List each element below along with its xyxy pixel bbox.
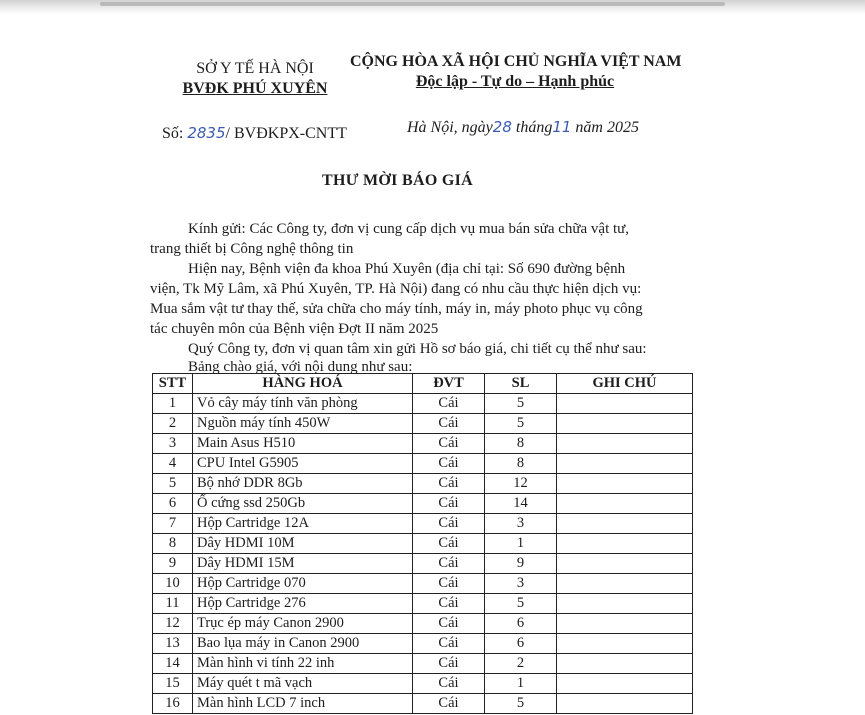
cell-quantity: 6 [485, 614, 557, 634]
date-year: năm 2025 [571, 119, 639, 136]
table-row [153, 674, 693, 694]
date-month-label: tháng [511, 119, 553, 136]
cell-note [557, 414, 693, 434]
cell-stt: 7 [153, 514, 193, 534]
header-unit: ĐVT [413, 374, 485, 394]
header-quantity: SL [485, 374, 557, 394]
table-header-row [153, 374, 693, 394]
cell-stt: 12 [153, 614, 193, 634]
cell-unit: Cái [413, 574, 485, 594]
cell-goods: Trục ép máy Canon 2900 [193, 614, 413, 634]
cell-goods: Main Asus H510 [193, 434, 413, 454]
org-name-line1: SỞ Y TẾ HÀ NỘI [196, 60, 314, 77]
cell-quantity: 5 [485, 594, 557, 614]
national-title: CỘNG HÒA XÃ HỘI CHỦ NGHĨA VIỆT NAM [350, 53, 682, 70]
cell-unit: Cái [413, 674, 485, 694]
cell-note [557, 394, 693, 414]
request-paragraph: Quý Công ty, đơn vị quan tâm xin gửi Hồ sơ báo giá, chi tiết cụ thể như sau: [188, 341, 647, 357]
cell-stt: 6 [153, 494, 193, 514]
cell-quantity: 5 [485, 394, 557, 414]
document-date [407, 118, 639, 137]
table-row [153, 594, 693, 614]
scan-shadow [0, 0, 865, 14]
number-handwritten: 2835 [187, 124, 226, 142]
cell-quantity: 6 [485, 634, 557, 654]
cell-quantity: 2 [485, 654, 557, 674]
cell-goods: CPU Intel G5905 [193, 454, 413, 474]
table-row [153, 494, 693, 514]
cell-goods: Hộp Cartridge 12A [193, 514, 413, 534]
table-row [153, 634, 693, 654]
number-suffix: / BVĐKPX-CNTT [225, 125, 347, 142]
cell-note [557, 474, 693, 494]
goods-table [152, 373, 693, 714]
cell-unit: Cái [413, 594, 485, 614]
cell-unit: Cái [413, 654, 485, 674]
cell-goods: Bao lụa máy in Canon 2900 [193, 634, 413, 654]
cell-unit: Cái [413, 474, 485, 494]
table-row [153, 694, 693, 714]
cell-goods: Màn hình vi tính 22 inh [193, 654, 413, 674]
cell-quantity: 5 [485, 414, 557, 434]
table-row [153, 534, 693, 554]
cell-unit: Cái [413, 394, 485, 414]
cell-stt: 5 [153, 474, 193, 494]
cell-stt: 1 [153, 394, 193, 414]
date-month: 11 [552, 118, 572, 136]
cell-unit: Cái [413, 514, 485, 534]
cell-quantity: 3 [485, 574, 557, 594]
table-row [153, 614, 693, 634]
cell-quantity: 5 [485, 694, 557, 714]
cell-goods: Dây HDMI 15M [193, 554, 413, 574]
cell-note [557, 594, 693, 614]
cell-quantity: 1 [485, 534, 557, 554]
cell-unit: Cái [413, 434, 485, 454]
table-row [153, 514, 693, 534]
cell-stt: 16 [153, 694, 193, 714]
cell-goods: Hộp Cartridge 070 [193, 574, 413, 594]
cell-quantity: 14 [485, 494, 557, 514]
cell-goods: Máy quét t mã vạch [193, 674, 413, 694]
cell-quantity: 8 [485, 454, 557, 474]
motto-text: Độc lập - Tự do – Hạnh phúc [415, 73, 615, 90]
header-goods: HÀNG HOÁ [193, 374, 413, 394]
cell-stt: 14 [153, 654, 193, 674]
document-number [162, 124, 347, 143]
cell-goods: Hộp Cartridge 276 [193, 594, 413, 614]
cell-note [557, 654, 693, 674]
cell-goods: Ổ cứng ssd 250Gb [193, 494, 413, 514]
cell-stt: 9 [153, 554, 193, 574]
cell-stt: 2 [153, 414, 193, 434]
cell-stt: 8 [153, 534, 193, 554]
cell-note [557, 634, 693, 654]
cell-goods: Dây HDMI 10M [193, 534, 413, 554]
table-row [153, 554, 693, 574]
cell-note [557, 434, 693, 454]
national-motto [350, 73, 680, 91]
cell-note [557, 554, 693, 574]
org-abbrev: BVĐK PHÚ XUYÊN [182, 80, 328, 97]
cell-unit: Cái [413, 634, 485, 654]
cell-stt: 3 [153, 434, 193, 454]
table-body [153, 394, 693, 714]
date-place: Hà Nội, ngày [407, 119, 493, 136]
table-row [153, 474, 693, 494]
cell-note [557, 694, 693, 714]
page-title: THƯ MỜI BÁO GIÁ [321, 172, 474, 189]
cell-quantity: 8 [485, 434, 557, 454]
table-intro: Bảng chào giá, với nội dung như sau: [188, 359, 413, 375]
date-day: 28 [492, 118, 512, 136]
table-row [153, 654, 693, 674]
cell-unit: Cái [413, 414, 485, 434]
cell-unit: Cái [413, 454, 485, 474]
cell-unit: Cái [413, 694, 485, 714]
cell-stt: 15 [153, 674, 193, 694]
intro-paragraph: Hiện nay, Bệnh viện đa khoa Phú Xuyên (địa chỉ tại: Số 690 đường bệnh viện, Tk Mỹ Lâm, xã Phú Xuyên, TP. Hà Nội) đang có nhu cầu thực hiện dịch vụ: Mua sắm vật tư thay thế, sửa chữa cho máy tính, máy in, máy photo phục vụ công tác chuyên môn của Bệnh viện Đợt II năm 2025 [150, 261, 643, 337]
cell-quantity: 12 [485, 474, 557, 494]
table-row [153, 454, 693, 474]
table-row [153, 574, 693, 594]
cell-stt: 13 [153, 634, 193, 654]
cell-unit: Cái [413, 494, 485, 514]
header-note: GHI CHÚ [557, 374, 693, 394]
cell-note [557, 534, 693, 554]
cell-note [557, 574, 693, 594]
cell-note [557, 454, 693, 474]
cell-unit: Cái [413, 614, 485, 634]
cell-quantity: 9 [485, 554, 557, 574]
org-name-line2 [150, 80, 360, 98]
table-row [153, 394, 693, 414]
cell-note [557, 494, 693, 514]
cell-goods: Vỏ cây máy tính văn phòng [193, 394, 413, 414]
cell-note [557, 514, 693, 534]
cell-unit: Cái [413, 554, 485, 574]
cell-quantity: 3 [485, 514, 557, 534]
cell-goods: Nguồn máy tính 450W [193, 414, 413, 434]
cell-note [557, 674, 693, 694]
salutation-paragraph: Kính gửi: Các Công ty, đơn vị cung cấp dịch vụ mua bán sửa chữa vật tư, trang thiết bị Công nghệ thông tin [150, 221, 630, 257]
cell-note [557, 614, 693, 634]
cell-goods: Màn hình LCD 7 inch [193, 694, 413, 714]
table-row [153, 434, 693, 454]
cell-quantity: 1 [485, 674, 557, 694]
cell-goods: Bộ nhớ DDR 8Gb [193, 474, 413, 494]
table-row [153, 414, 693, 434]
cell-stt: 4 [153, 454, 193, 474]
cell-stt: 11 [153, 594, 193, 614]
cell-unit: Cái [413, 534, 485, 554]
header-stt: STT [153, 374, 193, 394]
number-prefix: Số: [162, 125, 188, 142]
cell-stt: 10 [153, 574, 193, 594]
